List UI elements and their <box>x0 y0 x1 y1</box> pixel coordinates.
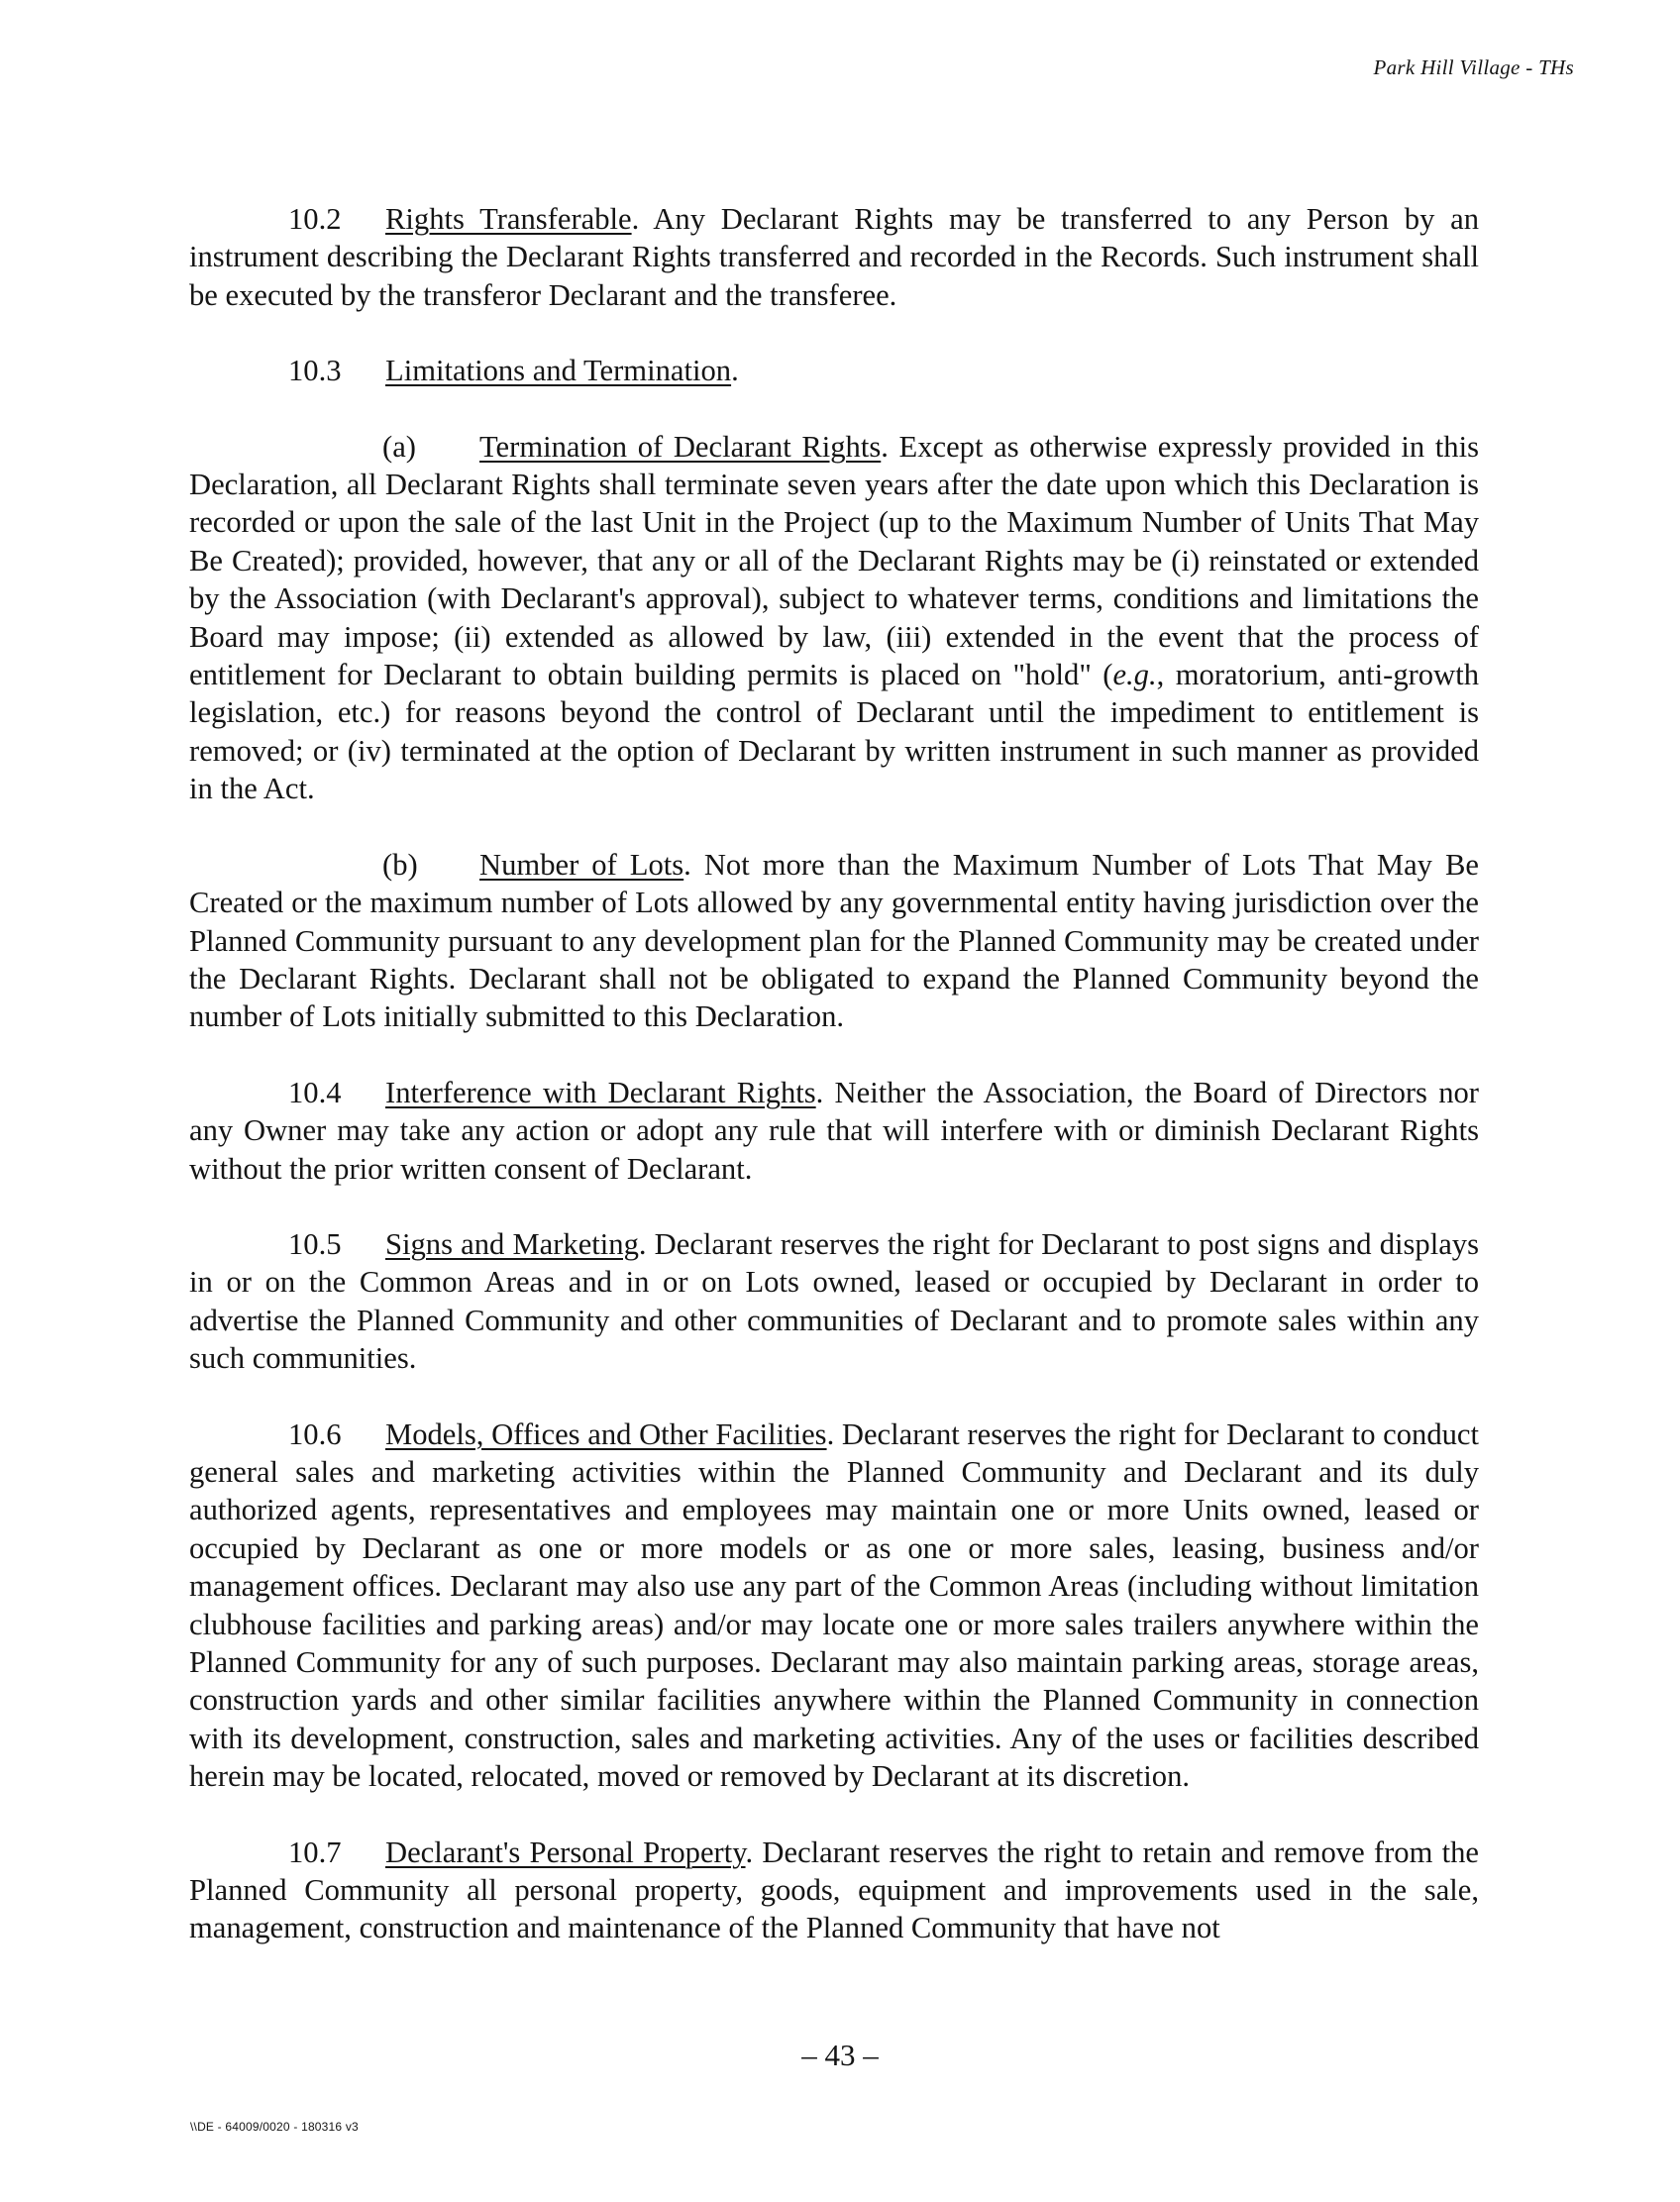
subsection-body: . Not more than the Maximum Number of Lots That May Be Created or the maximum number of Lots allowed by any governmental entity having jurisdiction over the Planned Community pursuant to any development plan for the Planned Community may be created under the Declarant Rights. Declarant shall not be obligated to expand the Planned Community beyond the number of Lots initially submitted to this Declaration. <box>189 847 1479 1034</box>
section-body: . Declarant reserves the right for Declarant to conduct general sales and marketing activities within the Planned Community and Declarant and its duly authorized agents, representatives and employees may maintain one or more Units owned, leased or occupied by Declarant as one or more models or as one or more sales, leasing, business and/or management offices. Declarant may also use any part of the Common Areas (including without limitation clubhouse facilities and parking areas) and/or may locate one or more sales trailers anywhere within the Planned Community for any of such purposes. Declarant may also maintain parking areas, storage areas, construction yards and other similar facilities anywhere within the Planned Community in connection with its development, construction, sales and marketing activities. Any of the uses or facilities described herein may be located, relocated, moved or removed by Declarant at its discretion. <box>189 1416 1479 1794</box>
section-number: 10.3 <box>288 354 342 388</box>
section-10-5 <box>189 1225 1479 1378</box>
page-number: – 43 – <box>801 2038 879 2072</box>
subsection-body-continued: , moratorium, anti-growth legislation, etc.) for reasons beyond the control of Declarant until the impediment to entitlement is removed; or (iv) terminated at the option of Declarant by written instrument in such manner as provided in the Act. <box>189 658 1479 806</box>
section-number: 10.6 <box>288 1416 342 1451</box>
section-body: . Neither the Association, the Board of Directors nor any Owner may take any action or adopt any rule that will interfere with or diminish Declarant Rights without the prior written consent of Declarant. <box>189 1075 1479 1186</box>
section-10-6 <box>189 1416 1479 1796</box>
subsection-10-3-a <box>189 428 1479 808</box>
subsection-10-3-b <box>189 846 1479 1036</box>
section-number: 10.4 <box>288 1075 342 1109</box>
eg-abbreviation: e.g. <box>1112 658 1157 692</box>
section-title: Models, Offices and Other Facilities <box>385 1416 827 1451</box>
section-number: 10.7 <box>288 1835 342 1869</box>
section-10-7 <box>189 1834 1479 1947</box>
section-number: 10.5 <box>288 1226 342 1261</box>
subsection-title: Termination of Declarant Rights <box>479 429 882 464</box>
section-body: . Any Declarant Rights may be transferred to any Person by an instrument describing the Declarant Rights transferred and recorded in the Records. Such instrument shall be executed by the transferor Declarant and the transferee. <box>189 202 1479 312</box>
section-body: . Declarant reserves the right for Declarant to post signs and displays in or on the Common Areas and in or on Lots owned, leased or occupied by Declarant in order to advertise the Planned Community and other communities of Declarant and to promote sales within any such communities. <box>189 1226 1479 1376</box>
subsection-title: Number of Lots <box>479 847 684 882</box>
section-10-3 <box>189 352 1479 389</box>
subsection-body: . Except as otherwise expressly provided in this Declaration, all Declarant Rights shall terminate seven years after the date upon which this Declaration is recorded or upon the sale of the last Unit in the Project (up to the Maximum Number of Units That May Be Created); provided, however, that any or all of the Declarant Rights may be (i) reinstated or extended by the Association (with Declarant's approval), subject to whatever terms, conditions and limitations the Board may impose; (ii) extended as allowed by law, (iii) extended in the event that the process of entitlement for Declarant to obtain building permits is placed on "hold" ( <box>189 429 1479 692</box>
subsection-label: (a) <box>382 429 416 464</box>
section-title: Limitations and Termination <box>385 354 732 388</box>
section-title: Signs and Marketing <box>385 1226 639 1261</box>
document-id-footer: \\DE - 64009/0020 - 180316 v3 <box>190 2120 359 2134</box>
running-header: Park Hill Village - THs <box>1373 55 1574 79</box>
section-10-2 <box>189 200 1479 314</box>
section-title: Rights Transferable <box>385 202 632 236</box>
section-title: Interference with Declarant Rights <box>385 1075 816 1109</box>
section-number: 10.2 <box>288 202 342 236</box>
subsection-label: (b) <box>382 847 418 882</box>
section-10-4 <box>189 1074 1479 1188</box>
section-body: . <box>731 354 739 388</box>
section-body: . Declarant reserves the right to retain and remove from the Planned Community all personal property, goods, equipment and improvements used in the sale, management, construction and maintenance of the Planned Community that have not <box>189 1835 1480 1945</box>
document-body <box>189 200 1479 1985</box>
section-title: Declarant's Personal Property <box>385 1835 746 1869</box>
